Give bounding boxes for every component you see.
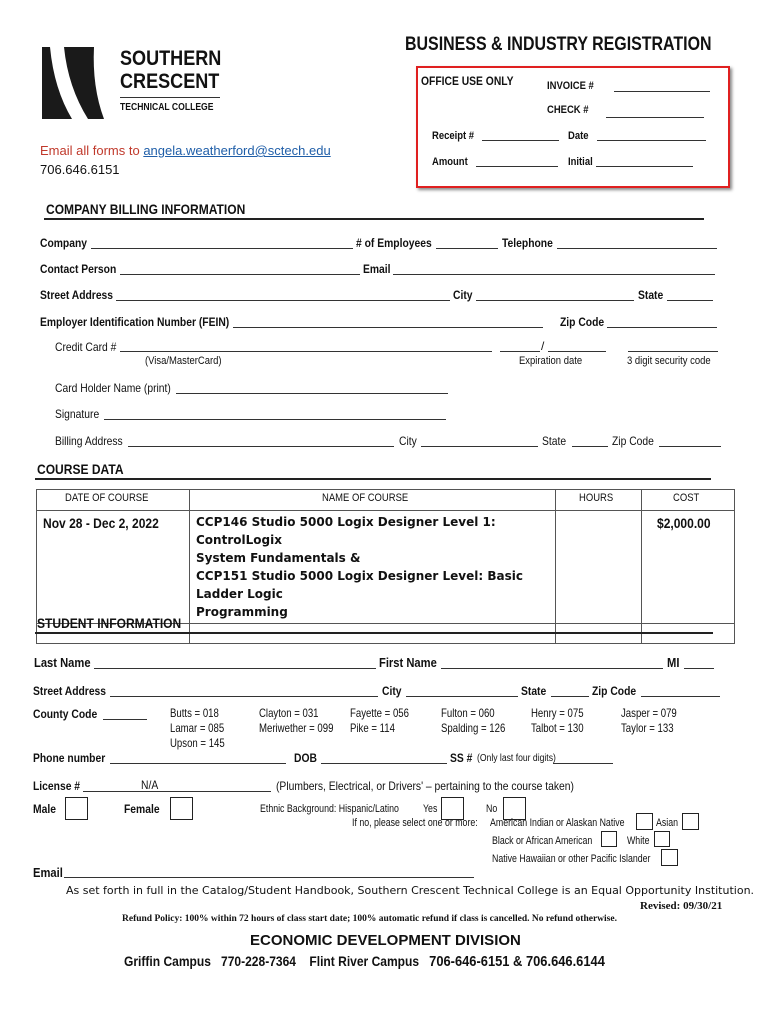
county-code: Taylor = 133 [621, 721, 674, 735]
phone-field[interactable] [110, 763, 286, 764]
billing-heading: COMPANY BILLING INFORMATION [46, 201, 246, 217]
security-code-field[interactable] [628, 351, 718, 352]
billing-address-label: Billing Address [55, 434, 123, 448]
division-title: ECONOMIC DEVELOPMENT DIVISION [250, 932, 521, 949]
check-label: CHECK # [547, 104, 589, 116]
header-name: NAME OF COURSE [190, 490, 556, 511]
white-checkbox[interactable] [654, 831, 670, 847]
student-heading: STUDENT INFORMATION [37, 615, 182, 631]
receipt-field[interactable] [482, 140, 559, 141]
date-field[interactable] [597, 140, 706, 141]
contact-person-label: Contact Person [40, 262, 117, 276]
county-code: Henry = 075 [531, 706, 584, 720]
course-name-line: System Fundamentals & [196, 551, 361, 565]
billing-address-zip-field[interactable] [659, 446, 721, 447]
last-name-field[interactable] [94, 668, 376, 669]
ethnic-label: Ethnic Background: Hispanic/Latino [260, 803, 399, 815]
county-codes-col-6 [621, 706, 691, 736]
page-title: BUSINESS & INDUSTRY REGISTRATION [405, 34, 712, 55]
no-label: No [486, 803, 498, 815]
american-indian-label: American Indian or Alaskan Native [490, 817, 625, 829]
course-divider [35, 478, 711, 480]
logo-line-3: TECHNICAL COLLEGE [120, 102, 214, 113]
if-no-label: If no, please select one or more: [352, 817, 478, 829]
billing-email-label: Email [363, 262, 391, 276]
student-zip-label: Zip Code [592, 684, 637, 698]
student-email-label: Email [33, 865, 63, 880]
header-date: DATE OF COURSE [37, 490, 190, 511]
amount-field[interactable] [476, 166, 558, 167]
billing-address-zip-label: Zip Code [612, 434, 654, 448]
header-cost: COST [642, 490, 735, 511]
county-code: Jasper = 079 [621, 706, 677, 720]
county-code: Fayette = 056 [350, 706, 409, 720]
student-city-field[interactable] [406, 696, 518, 697]
course-table-header [37, 490, 735, 511]
billing-city-field[interactable] [476, 300, 634, 301]
office-use-heading: OFFICE USE ONLY [421, 74, 514, 88]
campus-line [124, 953, 770, 970]
course-name-line: CCP146 Studio 5000 Logix Designer Level 1: ControlLogix [196, 515, 496, 547]
flint-phone: 706-646-6151 & 706.646.6144 [429, 953, 605, 970]
contact-phone: 706.646.6151 [40, 162, 120, 177]
table-row [37, 511, 735, 624]
county-codes-col-1 [170, 706, 238, 751]
billing-street-field[interactable] [116, 300, 450, 301]
invoice-label: INVOICE # [547, 80, 594, 92]
billing-street-label: Street Address [40, 288, 114, 302]
student-state-field[interactable] [551, 696, 589, 697]
ss-note: (Only last four digits) [477, 753, 556, 764]
billing-address-city-label: City [399, 434, 417, 448]
county-codes-col-3 [350, 706, 424, 736]
contact-email-link[interactable]: angela.weatherford@sctech.edu [143, 143, 331, 158]
check-field[interactable] [606, 117, 704, 118]
email-instruction [40, 143, 331, 158]
college-logo [42, 45, 232, 125]
logo-line-1: SOUTHERN [120, 47, 222, 70]
griffin-phone: 770-228-7364 [221, 953, 296, 969]
license-note: (Plumbers, Electrical, or Drivers' – pertaining to the course taken) [276, 779, 574, 793]
county-code-field[interactable] [103, 719, 147, 720]
billing-state-label: State [638, 288, 664, 302]
county-codes-col-2 [259, 706, 352, 736]
county-code: Butts = 018 [170, 706, 219, 720]
telephone-field[interactable] [557, 248, 717, 249]
student-divider [35, 632, 713, 634]
billing-address-field[interactable] [128, 446, 394, 447]
female-checkbox[interactable] [170, 797, 193, 820]
student-city-label: City [382, 684, 402, 698]
white-label: White [627, 835, 650, 847]
student-email-field[interactable] [64, 877, 474, 878]
license-value: N/A [141, 778, 159, 792]
griffin-campus-label: Griffin Campus [124, 953, 211, 969]
course-date-cell[interactable] [37, 511, 190, 624]
employees-field[interactable] [436, 248, 498, 249]
company-field[interactable] [91, 248, 353, 249]
county-code: Spalding = 126 [441, 721, 506, 735]
student-state-label: State [521, 684, 547, 698]
county-code: Meriwether = 099 [259, 721, 334, 735]
billing-divider [44, 218, 704, 220]
county-code: Lamar = 085 [170, 721, 225, 735]
county-code: Fulton = 060 [441, 706, 495, 720]
course-hours-cell[interactable] [556, 511, 642, 624]
date-label: Date [568, 130, 589, 142]
signature-field[interactable] [104, 419, 446, 420]
county-code: Talbot = 130 [531, 721, 584, 735]
male-label: Male [33, 802, 56, 816]
receipt-label: Receipt # [432, 130, 475, 142]
phone-label: Phone number [33, 751, 106, 765]
contact-person-field[interactable] [120, 274, 360, 275]
male-checkbox[interactable] [65, 797, 88, 820]
signature-label: Signature [55, 407, 100, 421]
county-code: Clayton = 031 [259, 706, 319, 720]
equal-opportunity-statement: As set forth in full in the Catalog/Student Handbook, Southern Crescent Technical College is an Equal Opportunity Institution. [66, 884, 755, 897]
card-holder-field[interactable] [176, 393, 448, 394]
female-label: Female [124, 802, 160, 816]
expiration-month-field[interactable] [500, 351, 540, 352]
card-holder-label: Card Holder Name (print) [55, 381, 171, 395]
credit-card-field[interactable] [120, 351, 492, 352]
billing-address-city-field[interactable] [421, 446, 538, 447]
refund-policy: Refund Policy: 100% within 72 hours of class start date; 100% automatic refund if class is cancelled. No refund otherwise. [122, 914, 617, 924]
visa-mastercard-note: (Visa/MasterCard) [145, 355, 222, 367]
student-street-label: Street Address [33, 684, 107, 698]
asian-checkbox[interactable] [682, 813, 699, 830]
black-label: Black or African American [492, 835, 593, 847]
asian-label: Asian [656, 817, 679, 829]
county-codes-col-4 [441, 706, 521, 736]
initial-field[interactable] [596, 166, 693, 167]
course-cost: $2,000.00 [656, 515, 711, 531]
telephone-label: Telephone [502, 236, 553, 250]
mi-label: MI [667, 655, 680, 670]
security-code-note: 3 digit security code [627, 355, 711, 367]
ss-label: SS # [450, 751, 473, 765]
expiration-year-field[interactable] [548, 351, 606, 352]
course-name-cell[interactable] [190, 511, 556, 624]
revised-date: Revised: 09/30/21 [640, 900, 723, 912]
course-cost-cell[interactable] [642, 511, 735, 624]
yes-label: Yes [423, 803, 438, 815]
billing-email-field[interactable] [393, 274, 715, 275]
county-code-label: County Code [33, 707, 98, 721]
course-heading: COURSE DATA [37, 461, 124, 477]
student-street-field[interactable] [110, 696, 378, 697]
billing-address-state-label: State [542, 434, 567, 448]
last-name-label: Last Name [34, 655, 91, 670]
billing-address-state-field[interactable] [572, 446, 608, 447]
company-label: Company [40, 236, 88, 250]
email-prefix: Email all forms to [40, 143, 144, 158]
mi-field[interactable] [684, 668, 714, 669]
billing-city-label: City [453, 288, 473, 302]
initial-label: Initial [568, 156, 593, 168]
ss-field[interactable] [553, 763, 613, 764]
county-codes-col-5 [531, 706, 597, 736]
flint-campus-label: Flint River Campus [309, 953, 420, 969]
county-code: Upson = 145 [170, 736, 225, 750]
black-checkbox[interactable] [601, 831, 617, 847]
crescent-logo-icon [42, 47, 114, 119]
logo-line-2: CRESCENT [120, 70, 220, 93]
expiration-slash: / [541, 339, 545, 353]
hawaiian-checkbox[interactable] [661, 849, 678, 866]
student-zip-field[interactable] [641, 696, 720, 697]
header-hours: HOURS [556, 490, 642, 511]
billing-zip-field[interactable] [607, 327, 717, 328]
amount-label: Amount [432, 156, 468, 168]
course-name-line: Programming [196, 605, 288, 619]
county-code: Pike = 114 [350, 721, 395, 735]
license-field[interactable] [83, 791, 271, 792]
fein-label: Employer Identification Number (FEIN) [40, 315, 230, 329]
billing-state-field[interactable] [667, 300, 713, 301]
american-indian-checkbox[interactable] [636, 813, 653, 830]
employees-label: # of Employees [356, 236, 432, 250]
hawaiian-label: Native Hawaiian or other Pacific Islander [492, 853, 651, 865]
dob-label: DOB [294, 751, 317, 765]
fein-field[interactable] [233, 327, 543, 328]
course-date: Nov 28 - Dec 2, 2022 [43, 515, 159, 531]
license-label: License # [33, 779, 81, 793]
first-name-label: First Name [379, 655, 437, 670]
course-name-line: CCP151 Studio 5000 Logix Designer Level: Basic Ladder Logic [196, 569, 523, 601]
invoice-field[interactable] [614, 91, 710, 92]
credit-card-label: Credit Card # [55, 340, 117, 354]
dob-field[interactable] [321, 763, 447, 764]
billing-zip-label: Zip Code [560, 315, 605, 329]
expiration-date-note: Expiration date [519, 355, 583, 367]
first-name-field[interactable] [441, 668, 663, 669]
